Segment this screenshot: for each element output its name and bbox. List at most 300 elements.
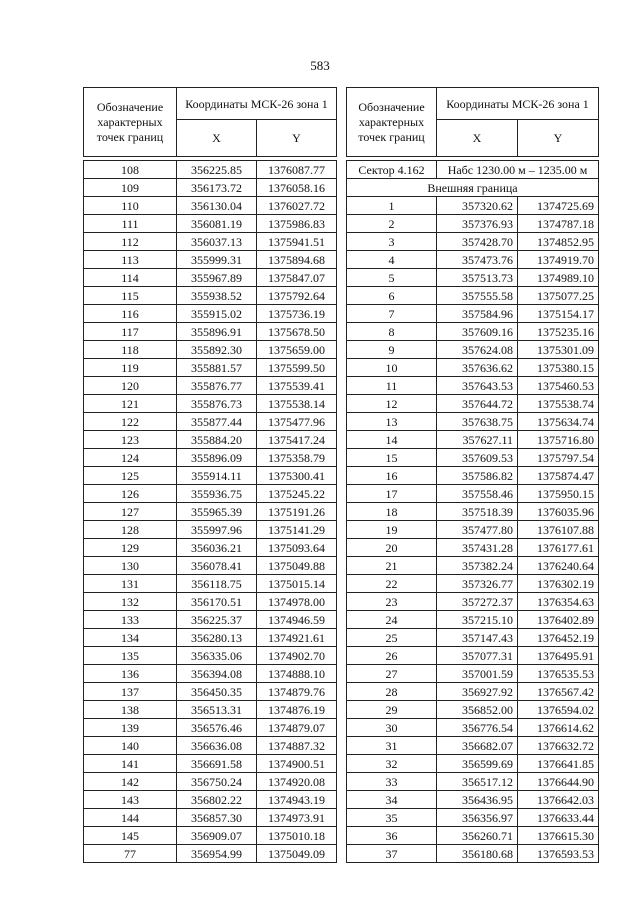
table-row <box>347 593 599 611</box>
point-id: 138 <box>84 701 177 719</box>
coord-y: 1374921.61 <box>257 629 337 647</box>
coord-y: 1376087.77 <box>257 161 337 179</box>
coord-y: 1375191.26 <box>257 503 337 521</box>
coord-y: 1375792.64 <box>257 287 337 305</box>
coord-x: 356394.08 <box>177 665 257 683</box>
header-point-designation: Обозначение характерных точек границ <box>347 88 437 157</box>
coord-x: 357001.59 <box>437 665 518 683</box>
coord-y: 1375358.79 <box>257 449 337 467</box>
coord-y: 1375235.16 <box>518 323 599 341</box>
table-row <box>347 773 599 791</box>
coord-x: 357477.80 <box>437 521 518 539</box>
table-row <box>84 323 337 341</box>
point-id: 123 <box>84 431 177 449</box>
coord-x: 355881.57 <box>177 359 257 377</box>
coord-y: 1374725.69 <box>518 197 599 215</box>
point-id: 37 <box>347 845 437 863</box>
header-x: X <box>177 120 257 157</box>
coord-y: 1374879.07 <box>257 719 337 737</box>
point-id: 35 <box>347 809 437 827</box>
coord-y: 1375950.15 <box>518 485 599 503</box>
table-row <box>347 467 599 485</box>
coord-y: 1374978.00 <box>257 593 337 611</box>
coord-x: 356909.07 <box>177 827 257 845</box>
table-row <box>347 755 599 773</box>
point-id: 135 <box>84 647 177 665</box>
table-row <box>347 791 599 809</box>
coord-x: 356335.06 <box>177 647 257 665</box>
table-body-right <box>347 161 599 863</box>
coord-y: 1375245.22 <box>257 485 337 503</box>
page-number: 583 <box>310 58 330 73</box>
coord-x: 356225.85 <box>177 161 257 179</box>
table-row <box>347 665 599 683</box>
coord-x: 355892.30 <box>177 341 257 359</box>
coord-y: 1376632.72 <box>518 737 599 755</box>
coord-y: 1376058.16 <box>257 179 337 197</box>
table-row <box>84 215 337 233</box>
coord-y: 1375894.68 <box>257 251 337 269</box>
point-id: 122 <box>84 413 177 431</box>
coord-x: 356180.68 <box>437 845 518 863</box>
section-title-row <box>347 179 599 197</box>
table-row <box>84 179 337 197</box>
point-id: 116 <box>84 305 177 323</box>
coord-y: 1375716.80 <box>518 431 599 449</box>
table-row <box>84 647 337 665</box>
table-row <box>347 305 599 323</box>
table-row <box>84 287 337 305</box>
coord-y: 1375941.51 <box>257 233 337 251</box>
coord-x: 356513.31 <box>177 701 257 719</box>
table-row <box>84 755 337 773</box>
coord-x: 357431.28 <box>437 539 518 557</box>
point-id: 114 <box>84 269 177 287</box>
table-row <box>84 449 337 467</box>
coord-x: 355965.39 <box>177 503 257 521</box>
coord-y: 1375634.74 <box>518 413 599 431</box>
coord-y: 1375380.15 <box>518 359 599 377</box>
table-row <box>347 341 599 359</box>
coord-y: 1376107.88 <box>518 521 599 539</box>
table-row <box>347 521 599 539</box>
coord-x: 357320.62 <box>437 197 518 215</box>
table-row <box>84 359 337 377</box>
coord-y: 1375010.18 <box>257 827 337 845</box>
coord-x: 356081.19 <box>177 215 257 233</box>
coord-x: 356170.51 <box>177 593 257 611</box>
coord-x: 357638.75 <box>437 413 518 431</box>
coord-x: 357555.58 <box>437 287 518 305</box>
coord-y: 1376035.96 <box>518 503 599 521</box>
table-row <box>84 557 337 575</box>
point-id: 130 <box>84 557 177 575</box>
table-row <box>84 341 337 359</box>
coord-x: 356682.07 <box>437 737 518 755</box>
point-id: 22 <box>347 575 437 593</box>
coord-y: 1374879.76 <box>257 683 337 701</box>
point-id: 18 <box>347 503 437 521</box>
table-row <box>84 773 337 791</box>
point-id: 15 <box>347 449 437 467</box>
coord-x: 356036.21 <box>177 539 257 557</box>
point-id: 3 <box>347 233 437 251</box>
coordinates-table-right <box>346 87 599 863</box>
table-row <box>84 269 337 287</box>
coord-y: 1376642.03 <box>518 791 599 809</box>
table-row <box>84 413 337 431</box>
coord-y: 1376615.30 <box>518 827 599 845</box>
coord-y: 1375300.41 <box>257 467 337 485</box>
coord-y: 1375538.74 <box>518 395 599 413</box>
coord-y: 1376302.19 <box>518 575 599 593</box>
coord-x: 356118.75 <box>177 575 257 593</box>
coord-y: 1376567.42 <box>518 683 599 701</box>
coord-x: 357609.16 <box>437 323 518 341</box>
coord-y: 1375797.54 <box>518 449 599 467</box>
table-row <box>84 467 337 485</box>
point-id: 16 <box>347 467 437 485</box>
coord-x: 357644.72 <box>437 395 518 413</box>
coord-y: 1374787.18 <box>518 215 599 233</box>
table-row <box>347 629 599 647</box>
coord-x: 357272.37 <box>437 593 518 611</box>
table-row <box>84 593 337 611</box>
coord-y: 1375874.47 <box>518 467 599 485</box>
point-id: 145 <box>84 827 177 845</box>
point-id: 10 <box>347 359 437 377</box>
header-y: Y <box>257 120 337 157</box>
table-row <box>347 359 599 377</box>
table-row <box>347 413 599 431</box>
table-row <box>84 683 337 701</box>
coord-y: 1375049.09 <box>257 845 337 863</box>
coord-x: 355896.91 <box>177 323 257 341</box>
point-id: 26 <box>347 647 437 665</box>
point-id: 9 <box>347 341 437 359</box>
header-x: X <box>437 120 518 157</box>
coord-x: 357513.73 <box>437 269 518 287</box>
coord-x: 357624.08 <box>437 341 518 359</box>
coord-y: 1376593.53 <box>518 845 599 863</box>
point-id: 125 <box>84 467 177 485</box>
coord-x: 357518.39 <box>437 503 518 521</box>
coord-x: 355967.89 <box>177 269 257 287</box>
coord-x: 355884.20 <box>177 431 257 449</box>
coord-x: 356436.95 <box>437 791 518 809</box>
coord-y: 1376614.62 <box>518 719 599 737</box>
table-row <box>347 719 599 737</box>
point-id: 31 <box>347 737 437 755</box>
coord-y: 1375736.19 <box>257 305 337 323</box>
point-id: 17 <box>347 485 437 503</box>
coord-x: 355914.11 <box>177 467 257 485</box>
coord-x: 357643.53 <box>437 377 518 395</box>
point-id: 23 <box>347 593 437 611</box>
table-row <box>347 377 599 395</box>
sector-elevation: Набс 1230.00 м – 1235.00 м <box>437 161 599 179</box>
coord-x: 356857.30 <box>177 809 257 827</box>
point-id: 143 <box>84 791 177 809</box>
point-id: 134 <box>84 629 177 647</box>
coord-x: 355876.73 <box>177 395 257 413</box>
coord-x: 357636.62 <box>437 359 518 377</box>
table-row <box>347 395 599 413</box>
point-id: 14 <box>347 431 437 449</box>
coord-x: 357382.24 <box>437 557 518 575</box>
table-row <box>84 719 337 737</box>
table-row <box>347 701 599 719</box>
table-row <box>347 287 599 305</box>
coord-y: 1374902.70 <box>257 647 337 665</box>
table-row <box>84 629 337 647</box>
table-row <box>347 233 599 251</box>
table-row <box>347 449 599 467</box>
section-title: Внешняя граница <box>347 179 599 197</box>
table-row <box>84 575 337 593</box>
coord-y: 1375678.50 <box>257 323 337 341</box>
point-id: 128 <box>84 521 177 539</box>
point-id: 27 <box>347 665 437 683</box>
coord-x: 356802.22 <box>177 791 257 809</box>
point-id: 118 <box>84 341 177 359</box>
table-row <box>347 197 599 215</box>
coord-y: 1376495.91 <box>518 647 599 665</box>
table-row <box>347 647 599 665</box>
coord-x: 356776.54 <box>437 719 518 737</box>
coord-y: 1374973.91 <box>257 809 337 827</box>
point-id: 28 <box>347 683 437 701</box>
point-id: 110 <box>84 197 177 215</box>
point-id: 6 <box>347 287 437 305</box>
point-id: 133 <box>84 611 177 629</box>
point-id: 20 <box>347 539 437 557</box>
coord-x: 356517.12 <box>437 773 518 791</box>
coord-y: 1375301.09 <box>518 341 599 359</box>
point-id: 36 <box>347 827 437 845</box>
point-id: 29 <box>347 701 437 719</box>
coord-y: 1375477.96 <box>257 413 337 431</box>
coordinates-table-left <box>83 87 337 863</box>
point-id: 120 <box>84 377 177 395</box>
coord-x: 356636.08 <box>177 737 257 755</box>
point-id: 30 <box>347 719 437 737</box>
header-point-designation: Обозначение характерных точек границ <box>84 88 177 157</box>
point-id: 139 <box>84 719 177 737</box>
coord-y: 1375659.00 <box>257 341 337 359</box>
coord-y: 1376633.44 <box>518 809 599 827</box>
coord-x: 357473.76 <box>437 251 518 269</box>
point-id: 5 <box>347 269 437 287</box>
sector-row <box>347 161 599 179</box>
table-row <box>347 845 599 863</box>
coord-y: 1374887.32 <box>257 737 337 755</box>
coord-x: 357077.31 <box>437 647 518 665</box>
coord-x: 355876.77 <box>177 377 257 395</box>
point-id: 115 <box>84 287 177 305</box>
coord-x: 356078.41 <box>177 557 257 575</box>
coord-y: 1374900.51 <box>257 755 337 773</box>
coord-y: 1375141.29 <box>257 521 337 539</box>
point-id: 131 <box>84 575 177 593</box>
point-id: 142 <box>84 773 177 791</box>
table-row <box>347 809 599 827</box>
coord-x: 356450.35 <box>177 683 257 701</box>
coord-x: 357627.11 <box>437 431 518 449</box>
table-row <box>84 377 337 395</box>
point-id: 108 <box>84 161 177 179</box>
point-id: 136 <box>84 665 177 683</box>
coord-x: 355938.52 <box>177 287 257 305</box>
table-row <box>84 809 337 827</box>
coord-x: 357326.77 <box>437 575 518 593</box>
table-row <box>84 431 337 449</box>
coord-x: 355997.96 <box>177 521 257 539</box>
coord-x: 356576.46 <box>177 719 257 737</box>
table-row <box>347 557 599 575</box>
coord-x: 355936.75 <box>177 485 257 503</box>
table-row <box>84 233 337 251</box>
table-body-left <box>84 161 337 863</box>
point-id: 137 <box>84 683 177 701</box>
table-row <box>347 323 599 341</box>
coord-x: 356927.92 <box>437 683 518 701</box>
point-id: 119 <box>84 359 177 377</box>
coord-y: 1375077.25 <box>518 287 599 305</box>
table-row <box>347 485 599 503</box>
table-row <box>84 665 337 683</box>
point-id: 24 <box>347 611 437 629</box>
table-row <box>84 539 337 557</box>
coord-y: 1375599.50 <box>257 359 337 377</box>
point-id: 121 <box>84 395 177 413</box>
table-row <box>84 197 337 215</box>
point-id: 13 <box>347 413 437 431</box>
coord-y: 1375539.41 <box>257 377 337 395</box>
coord-y: 1374876.19 <box>257 701 337 719</box>
table-row <box>347 575 599 593</box>
table-row <box>347 215 599 233</box>
table-row <box>84 395 337 413</box>
coord-y: 1375847.07 <box>257 269 337 287</box>
point-id: 2 <box>347 215 437 233</box>
coord-y: 1374920.08 <box>257 773 337 791</box>
point-id: 12 <box>347 395 437 413</box>
point-id: 144 <box>84 809 177 827</box>
coord-x: 357376.93 <box>437 215 518 233</box>
coord-y: 1375154.17 <box>518 305 599 323</box>
coord-x: 355915.02 <box>177 305 257 323</box>
coord-y: 1374888.10 <box>257 665 337 683</box>
point-id: 132 <box>84 593 177 611</box>
coord-y: 1376177.61 <box>518 539 599 557</box>
coord-x: 356852.00 <box>437 701 518 719</box>
point-id: 127 <box>84 503 177 521</box>
point-id: 117 <box>84 323 177 341</box>
coord-y: 1376027.72 <box>257 197 337 215</box>
point-id: 8 <box>347 323 437 341</box>
point-id: 140 <box>84 737 177 755</box>
coord-x: 356037.13 <box>177 233 257 251</box>
coord-x: 355896.09 <box>177 449 257 467</box>
point-id: 1 <box>347 197 437 215</box>
header-y: Y <box>518 120 599 157</box>
point-id: 32 <box>347 755 437 773</box>
coord-x: 356280.13 <box>177 629 257 647</box>
sector-label: Сектор 4.162 <box>347 161 437 179</box>
coord-y: 1375460.53 <box>518 377 599 395</box>
coord-x: 357558.46 <box>437 485 518 503</box>
point-id: 113 <box>84 251 177 269</box>
coord-x: 357147.43 <box>437 629 518 647</box>
coord-x: 356599.69 <box>437 755 518 773</box>
point-id: 34 <box>347 791 437 809</box>
coord-x: 356691.58 <box>177 755 257 773</box>
table-row <box>84 701 337 719</box>
table-row <box>84 161 337 179</box>
point-id: 109 <box>84 179 177 197</box>
coord-y: 1375986.83 <box>257 215 337 233</box>
coord-x: 356260.71 <box>437 827 518 845</box>
coord-x: 356130.04 <box>177 197 257 215</box>
table-row <box>347 737 599 755</box>
coord-y: 1374989.10 <box>518 269 599 287</box>
coord-y: 1376644.90 <box>518 773 599 791</box>
coord-y: 1374943.19 <box>257 791 337 809</box>
coord-x: 357609.53 <box>437 449 518 467</box>
coord-y: 1376354.63 <box>518 593 599 611</box>
point-id: 33 <box>347 773 437 791</box>
coord-y: 1374852.95 <box>518 233 599 251</box>
table-row <box>84 521 337 539</box>
point-id: 77 <box>84 845 177 863</box>
coord-x: 356954.99 <box>177 845 257 863</box>
table-row <box>347 827 599 845</box>
table-row <box>84 845 337 863</box>
point-id: 21 <box>347 557 437 575</box>
table-row <box>84 791 337 809</box>
coord-y: 1376535.53 <box>518 665 599 683</box>
table-row <box>84 251 337 269</box>
coord-y: 1376452.19 <box>518 629 599 647</box>
coord-x: 355877.44 <box>177 413 257 431</box>
point-id: 7 <box>347 305 437 323</box>
coord-x: 356356.97 <box>437 809 518 827</box>
coord-y: 1376402.89 <box>518 611 599 629</box>
header-coordinate-system: Координаты МСК-26 зона 1 <box>437 88 599 120</box>
point-id: 124 <box>84 449 177 467</box>
coord-y: 1375538.14 <box>257 395 337 413</box>
coord-x: 357586.82 <box>437 467 518 485</box>
coord-y: 1374919.70 <box>518 251 599 269</box>
table-row <box>84 827 337 845</box>
point-id: 4 <box>347 251 437 269</box>
table-row <box>84 305 337 323</box>
point-id: 129 <box>84 539 177 557</box>
table-row <box>347 269 599 287</box>
coord-y: 1375015.14 <box>257 575 337 593</box>
coord-x: 356750.24 <box>177 773 257 791</box>
table-row <box>347 431 599 449</box>
table-row <box>84 485 337 503</box>
point-id: 25 <box>347 629 437 647</box>
point-id: 126 <box>84 485 177 503</box>
table-row <box>347 611 599 629</box>
coord-x: 357428.70 <box>437 233 518 251</box>
table-row <box>84 611 337 629</box>
coord-x: 357584.96 <box>437 305 518 323</box>
table-row <box>347 503 599 521</box>
